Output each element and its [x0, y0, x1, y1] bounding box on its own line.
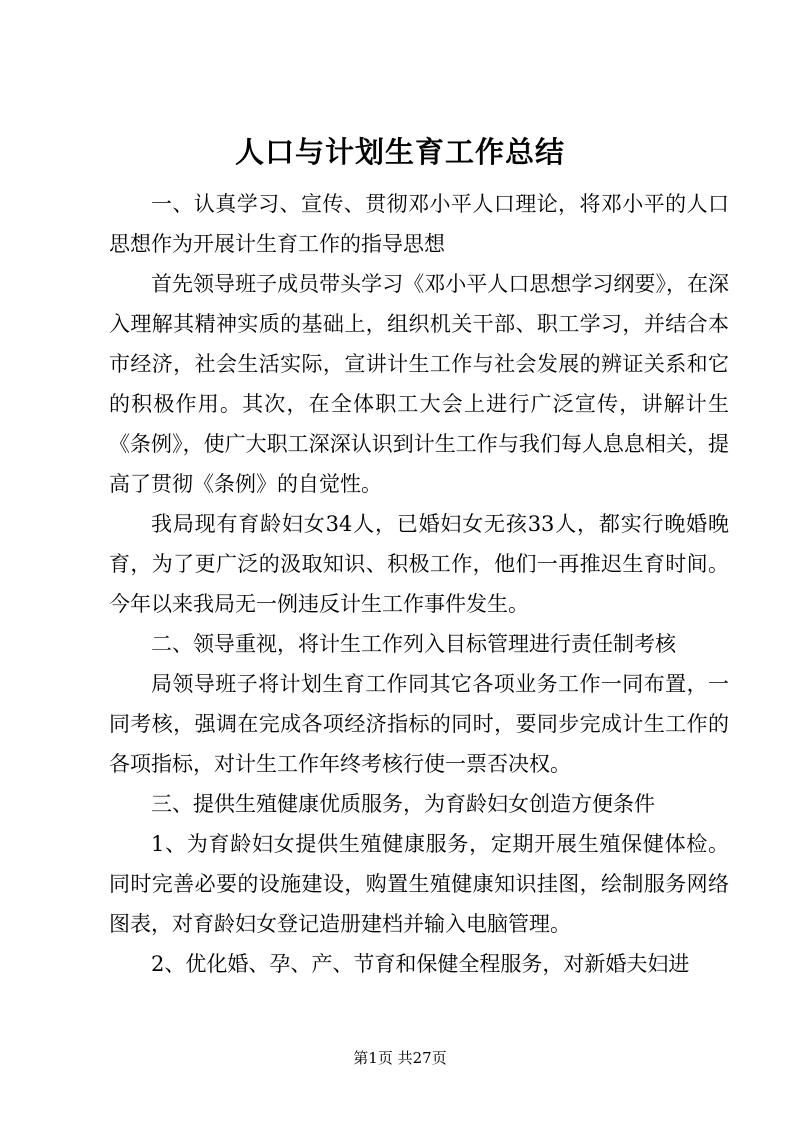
page-number-footer: 第1页 共27页 [353, 1049, 447, 1067]
section-heading-3: 三、提供生殖健康优质服务，为育龄妇女创造方便条件 [151, 792, 655, 816]
paragraph: 局领导班子将计划生育工作同其它各项业务工作一同布置，一同考核，强调在完成各项经济指标的同时，要同步完成计生工作的各项指标，对计生工作年终考核行使一票否决权。 [109, 672, 729, 776]
paragraph: 我局现有育龄妇女34人，已婚妇女无孩33人，都实行晚婚晚育，为了更广泛的汲取知识、积极工作，他们一再推迟生育时间。今年以来我局无一例违反计生工作事件发生。 [109, 512, 729, 616]
document-body [109, 184, 729, 984]
section-heading-1: 一、认真学习、宣传、贯彻邓小平人口理论，将邓小平的人口思想作为开展计生育工作的指导思想 [109, 192, 729, 256]
list-item: 1、为育龄妇女提供生殖健康服务，定期开展生殖保健体检。同时完善必要的设施建设，购置生殖健康知识挂图，绘制服务网络图表，对育龄妇女登记造册建档并输入电脑管理。 [109, 832, 729, 936]
list-item: 2、优化婚、孕、产、节育和保健全程服务，对新婚夫妇进 [151, 952, 690, 976]
section-heading-2: 二、领导重视，将计生工作列入目标管理进行责任制考核 [151, 632, 676, 656]
document-title: 人口与计划生育工作总结 [234, 135, 565, 169]
paragraph: 首先领导班子成员带头学习《邓小平人口思想学习纲要》，在深入理解其精神实质的基础上，组织机关干部、职工学习，并结合本市经济，社会生活实际，宣讲计生工作与社会发展的辨证关系和它的积极作用。其次，在全体职工大会上进行广泛宣传，讲解计生《条例》，使广大职工深深认识到计生工作与我们每人息息相关，提高了贯彻《条例》的自觉性。 [109, 272, 729, 496]
